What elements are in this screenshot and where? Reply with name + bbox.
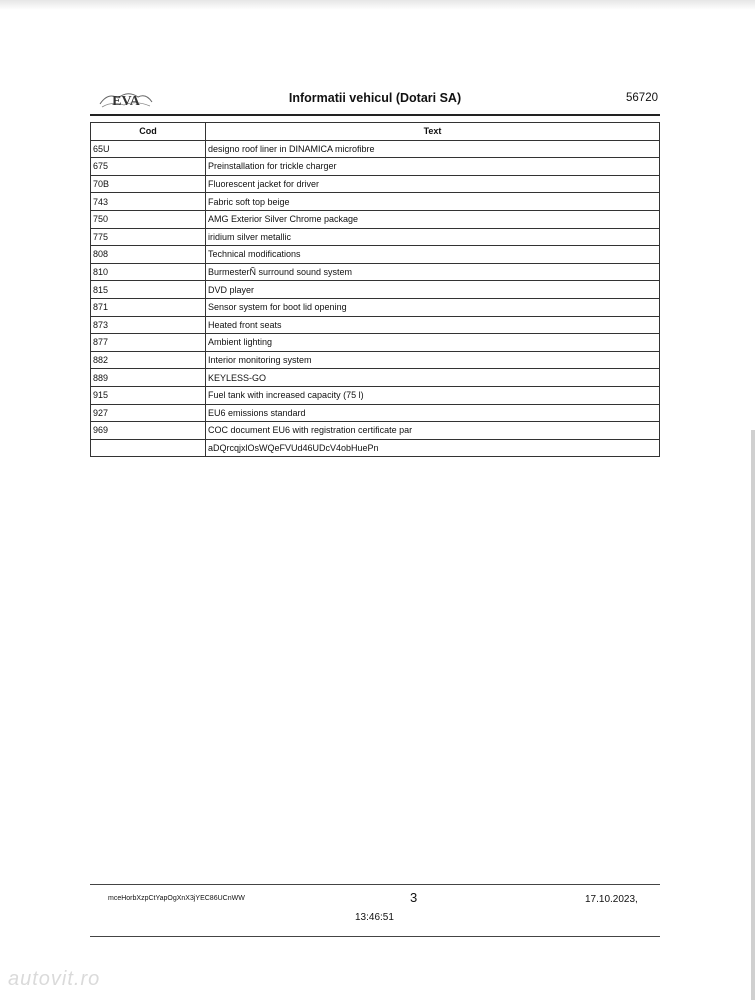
cell-code: 65U: [91, 140, 206, 158]
table-row: [91, 281, 660, 299]
watermark: autovit.ro: [8, 968, 101, 990]
cell-code: 810: [91, 263, 206, 281]
cell-text: EU6 emissions standard: [206, 404, 660, 422]
cell-code: 675: [91, 158, 206, 176]
table-row: [91, 439, 660, 457]
header-divider: [90, 114, 660, 116]
cell-code: 873: [91, 316, 206, 334]
cell-code: 750: [91, 210, 206, 228]
cell-code: 808: [91, 246, 206, 264]
cell-text: DVD player: [206, 281, 660, 299]
column-header-text: Text: [206, 123, 660, 141]
cell-code: 927: [91, 404, 206, 422]
table-row: [91, 422, 660, 440]
table-row: [91, 316, 660, 334]
scrollbar[interactable]: [751, 430, 755, 1000]
cell-code: 775: [91, 228, 206, 246]
cell-text: Fluorescent jacket for driver: [206, 175, 660, 193]
cell-text: Preinstallation for trickle charger: [206, 158, 660, 176]
document-header: [90, 86, 660, 112]
equipment-table: [90, 122, 660, 457]
cell-text: Fuel tank with increased capacity (75 l): [206, 386, 660, 404]
table-row: [91, 140, 660, 158]
table-row: [91, 175, 660, 193]
cell-text: KEYLESS-GO: [206, 369, 660, 387]
table-row: [91, 334, 660, 352]
cell-text: COC document EU6 with registration certificate par: [206, 422, 660, 440]
cell-code: [91, 439, 206, 457]
cell-code: 877: [91, 334, 206, 352]
cell-code: 889: [91, 369, 206, 387]
cell-text: Ambient lighting: [206, 334, 660, 352]
table-row: [91, 351, 660, 369]
column-header-code: Cod: [91, 123, 206, 141]
footer-divider-bottom: [90, 936, 660, 937]
cell-text: aDQrcqjxlOsWQeFVUd46UDcV4obHuePn: [206, 439, 660, 457]
cell-code: 871: [91, 298, 206, 316]
table-row: [91, 263, 660, 281]
cell-text: BurmesterÑ surround sound system: [206, 263, 660, 281]
footer-document-code: mceHorbXzpCtYapOgXnX3jYEC86UCnWW: [108, 895, 245, 902]
table-row: [91, 369, 660, 387]
document-title: Informatii vehicul (Dotari SA): [288, 91, 462, 105]
table-body: [91, 140, 660, 457]
cell-text: Heated front seats: [206, 316, 660, 334]
cell-code: 70B: [91, 175, 206, 193]
cell-code: 969: [91, 422, 206, 440]
table-row: [91, 298, 660, 316]
table-row: [91, 246, 660, 264]
table-row: [91, 386, 660, 404]
footer-divider-top: [90, 884, 660, 885]
cell-text: Interior monitoring system: [206, 351, 660, 369]
table-row: [91, 193, 660, 211]
cell-code: 915: [91, 386, 206, 404]
table-row: [91, 228, 660, 246]
cell-code: 743: [91, 193, 206, 211]
cell-text: AMG Exterior Silver Chrome package: [206, 210, 660, 228]
cell-code: 815: [91, 281, 206, 299]
logo-text: EVA: [112, 94, 140, 109]
table-row: [91, 210, 660, 228]
footer-date: 17.10.2023,: [585, 894, 638, 905]
table-header-row: [91, 123, 660, 141]
cell-text: Sensor system for boot lid opening: [206, 298, 660, 316]
cell-code: 882: [91, 351, 206, 369]
page-number: 3: [410, 890, 418, 905]
table-row: [91, 158, 660, 176]
cell-text: Fabric soft top beige: [206, 193, 660, 211]
cell-text: Technical modifications: [206, 246, 660, 264]
cell-text: designo roof liner in DINAMICA microfibre: [206, 140, 660, 158]
document-number: 56720: [626, 92, 658, 104]
footer-time: 13:46:51: [355, 912, 394, 923]
top-shade: [0, 0, 755, 10]
table-row: [91, 404, 660, 422]
cell-text: iridium silver metallic: [206, 228, 660, 246]
